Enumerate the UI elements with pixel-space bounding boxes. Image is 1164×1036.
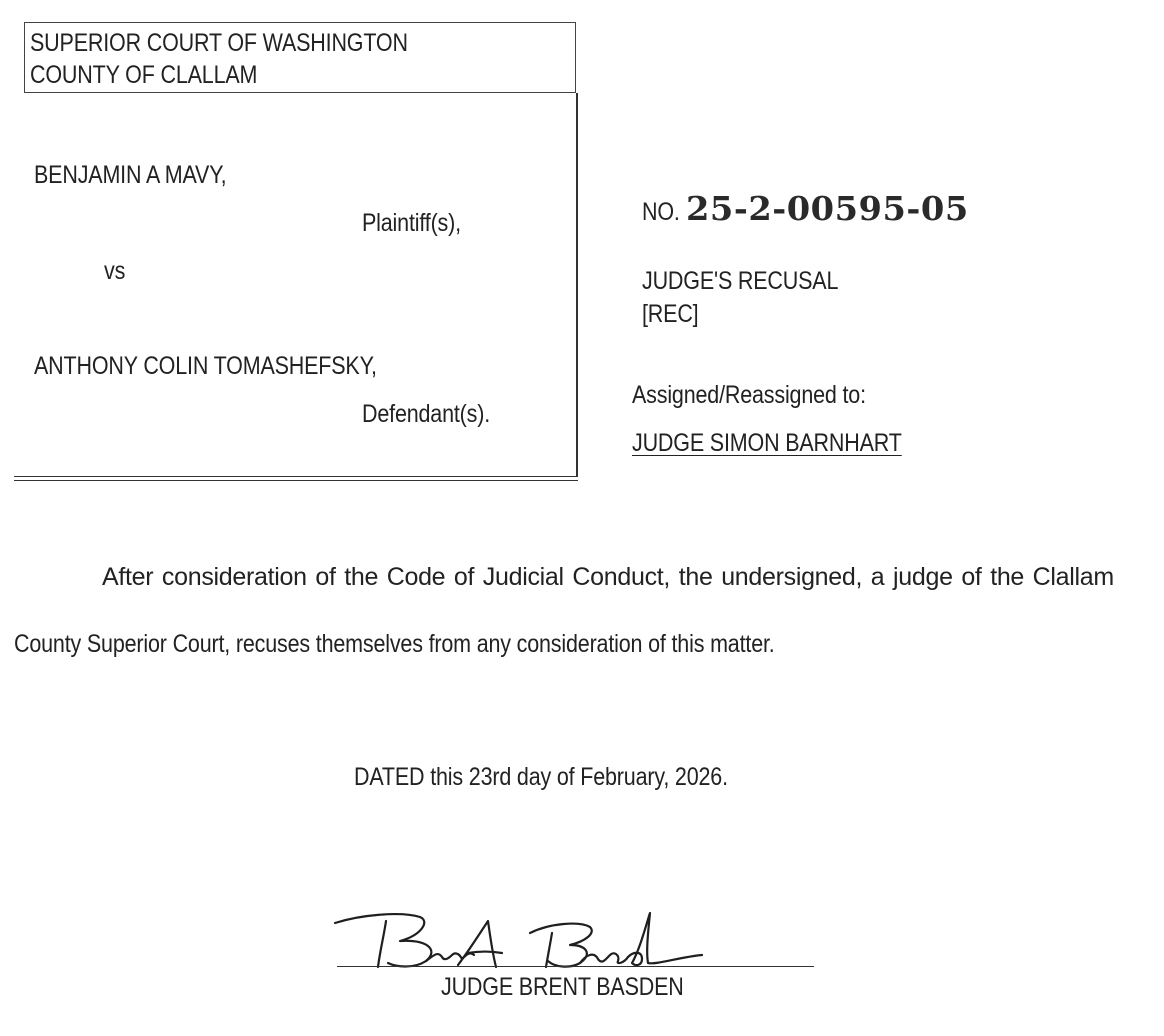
document-code: [REC] — [642, 300, 699, 328]
defendant-name: ANTHONY COLIN TOMASHEFSKY, — [34, 352, 377, 380]
body-paragraph-line-2: County Superior Court, recuses themselves from any consideration of this matter. — [14, 630, 775, 658]
body-word: Clallam — [1032, 563, 1114, 591]
assigned-judge: JUDGE SIMON BARNHART — [632, 429, 902, 457]
body-word: judge — [893, 563, 953, 591]
body-word: of — [453, 563, 475, 591]
plaintiff-name: BENJAMIN A MAVY, — [34, 161, 227, 189]
body-word: of — [961, 563, 982, 591]
body-word: Judicial — [482, 563, 564, 591]
signature-line — [337, 966, 814, 967]
case-number-line — [642, 189, 969, 228]
caption-divider — [576, 93, 578, 477]
court-county: COUNTY OF CLALLAM — [30, 61, 258, 89]
body-paragraph-line-1 — [102, 562, 1114, 592]
plaintiff-role: Plaintiff(s), — [362, 209, 461, 237]
body-word: of — [315, 563, 336, 591]
versus-label: vs — [104, 257, 126, 285]
caption-bottom-rule-double — [14, 480, 578, 481]
body-word: After — [102, 563, 154, 591]
case-number-prefix: NO. — [642, 198, 680, 226]
court-name: SUPERIOR COURT OF WASHINGTON — [30, 29, 408, 57]
body-word: the — [344, 563, 379, 591]
defendant-role: Defendant(s). — [362, 400, 491, 428]
body-word: undersigned, — [721, 563, 863, 591]
document-title: JUDGE'S RECUSAL — [642, 267, 839, 295]
body-word: the — [990, 563, 1025, 591]
body-word: Code — [386, 563, 446, 591]
dated-line: DATED this 23rd day of February, 2026. — [354, 763, 728, 791]
handwritten-signature — [330, 905, 710, 975]
body-word: the — [678, 563, 713, 591]
body-word: a — [870, 563, 885, 591]
body-word: consideration — [161, 563, 307, 591]
caption-bottom-rule — [14, 476, 578, 477]
case-number: 25-2-00595-05 — [685, 189, 969, 228]
body-word: Conduct, — [572, 563, 671, 591]
judge-name: JUDGE BRENT BASDEN — [441, 973, 684, 1001]
assigned-label: Assigned/Reassigned to: — [632, 381, 866, 409]
